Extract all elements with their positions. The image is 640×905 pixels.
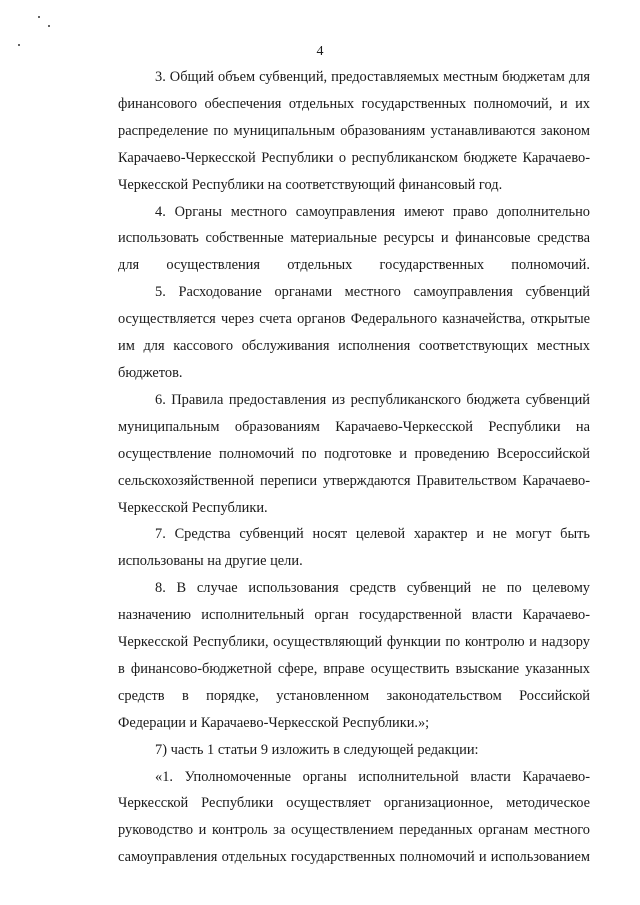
paragraph-4: 4. Органы местного самоуправления имеют право дополнительно использовать собственные материальные ресурсы и финансовые средства для осуществления отдельных государственных полномочий. (118, 203, 590, 274)
paragraph-6: 6. Правила предоставления из республиканского бюджета субвенций муниципальным образованиям Карачаево-Черкесской Республики на осуществление полномочий по подготовке и проведению Всероссийской сельскохозяйственной переписи утверждаются Правительством Карачаево-Черкесской Республики. (118, 391, 590, 516)
scan-speck (48, 25, 50, 27)
quoted-paragraph-1: «1. Уполномоченные органы исполнительной власти Карачаево-Черкесской Республики осуществляет организационное, методическое руководство и контроль за осуществлением переданных органам местного самоуправления отдельных государственных полномочий и использованием (118, 768, 590, 866)
document-body (118, 64, 590, 871)
amendment-item-7: 7) часть 1 статьи 9 изложить в следующей редакции: (155, 741, 479, 758)
paragraph-5: 5. Расходование органами местного самоуправления субвенций осуществляется через счета органов Федерального казначейства, открытые им для кассового обслуживания исполнения соответствующих местных бюджетов. (118, 284, 590, 381)
paragraph-3: 3. Общий объем субвенций, предоставляемых местным бюджетам для финансового обеспечения отдельных государственных полномочий, и их распределение по муниципальным образованиям устанавливаются законом Карачаево-Черкесской Республики о республиканском бюджете Карачаево-Черкесской Республики на соответствующий финансовый год. (118, 69, 590, 193)
paragraph-7: 7. Средства субвенций носят целевой характер и не могут быть использованы на другие цели. (118, 526, 590, 570)
scan-speck (38, 16, 40, 18)
page-number: 4 (316, 44, 324, 59)
paragraph-8: 8. В случае использования средств субвенций не по целевому назначению исполнительный орган государственной власти Карачаево-Черкесской Республики, осуществляющий функции по контролю и надзору в финансово-бюджетной сфере, вправе осуществить взыскание указанных средств в порядке, установленном законодательством Российской Федерации и Карачаево-Черкесской Республики.»; (118, 580, 590, 731)
